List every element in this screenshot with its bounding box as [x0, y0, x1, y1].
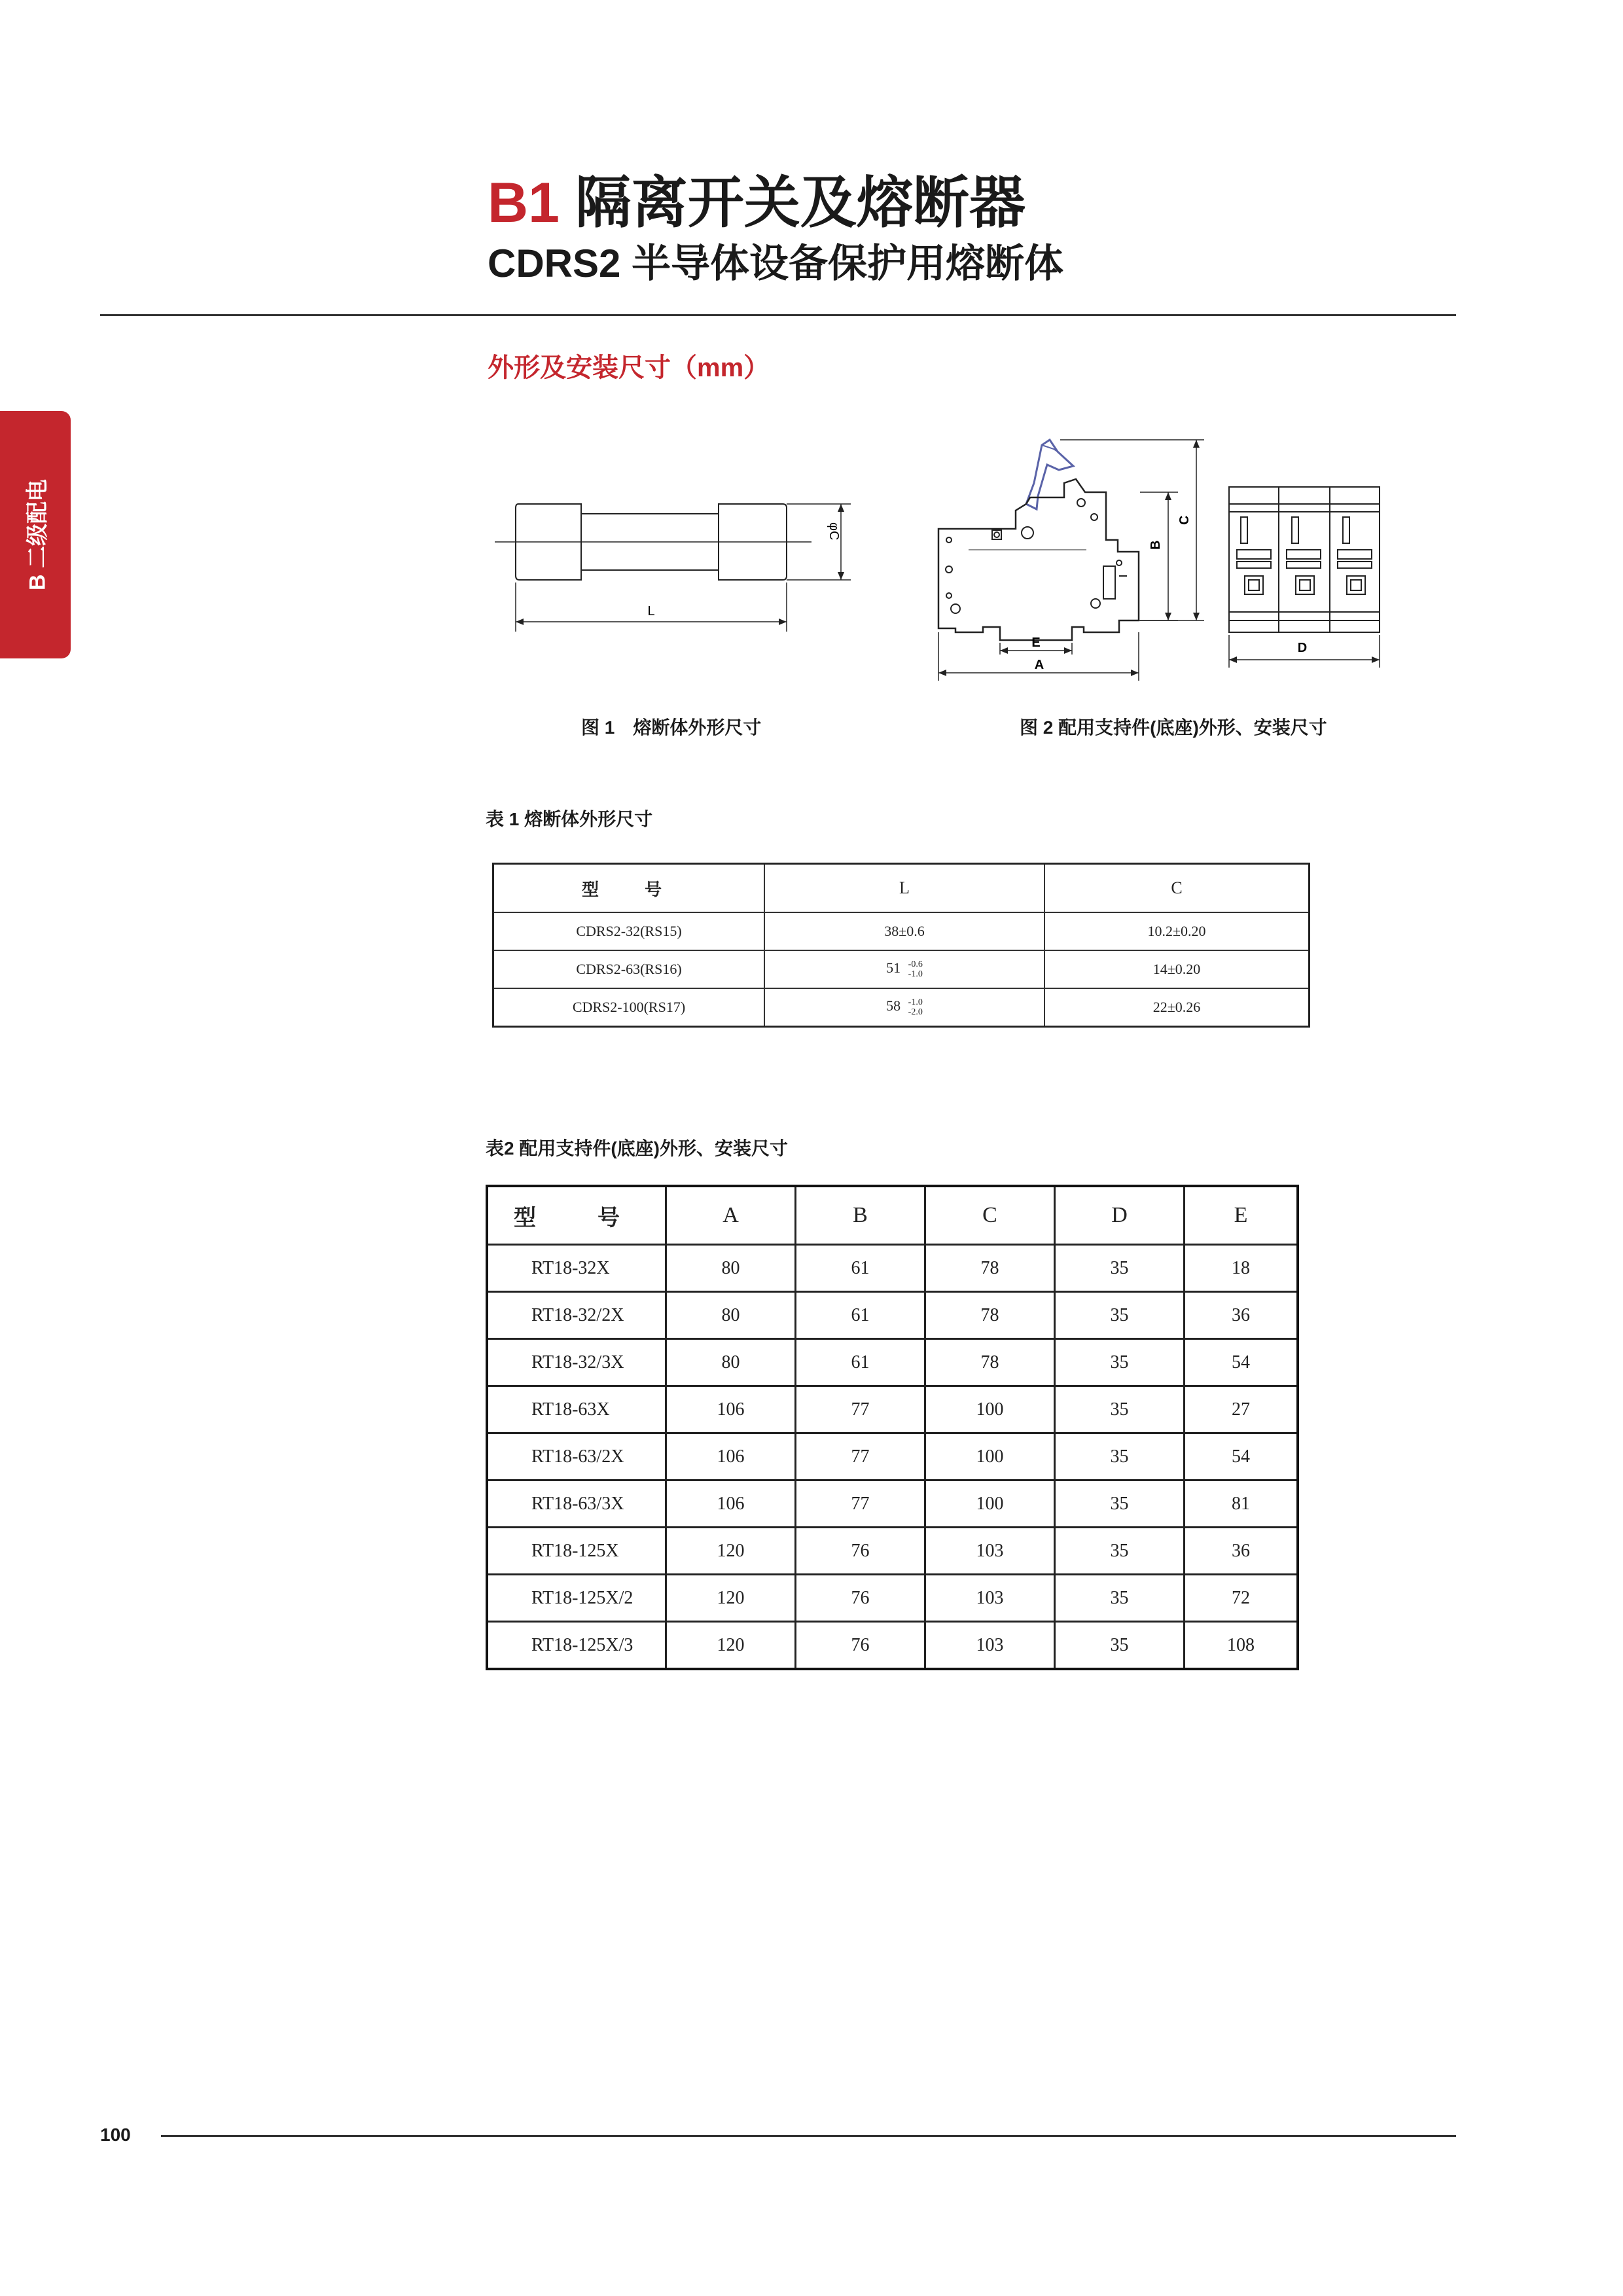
table-2-cell-model: RT18-63/3X [487, 1480, 666, 1528]
figure-1-caption: 图 1 熔断体外形尺寸 [581, 717, 762, 738]
table-2-cell-a: 80 [666, 1292, 796, 1339]
table-2-header-e: E [1185, 1186, 1298, 1245]
table-2-cell-a: 120 [666, 1622, 796, 1670]
table-2-cell-model: RT18-32/3X [487, 1339, 666, 1386]
table-1-cell-l [764, 988, 1044, 1027]
table-row [493, 988, 1310, 1027]
table-row [487, 1292, 1298, 1339]
table-2-cell-a: 120 [666, 1528, 796, 1575]
table-1-header-row [493, 864, 1310, 913]
table-1-cell-l [764, 912, 1044, 950]
fig2-dim-d-label: D [1297, 641, 1308, 655]
table-2-cell-a: 106 [666, 1480, 796, 1528]
table-2-cell-b: 77 [796, 1386, 925, 1433]
table-row [487, 1575, 1298, 1622]
table-2-cell-d: 35 [1055, 1339, 1185, 1386]
table-2-cell-d: 35 [1055, 1480, 1185, 1528]
fig1-dim-diameter-label: φC [827, 522, 841, 541]
table-2-header-a: A [666, 1186, 796, 1245]
section-heading: 外形及安装尺寸（mm） [488, 353, 770, 382]
table-2-cell-a: 80 [666, 1245, 796, 1292]
table-2-cell-model: RT18-63/2X [487, 1433, 666, 1480]
tolerance-upper: -0.6 [908, 960, 923, 969]
table-2-cell-d: 35 [1055, 1245, 1185, 1292]
table-2-cell-b: 61 [796, 1339, 925, 1386]
table-2-cell-e: 27 [1185, 1386, 1298, 1433]
table-2-cell-d: 35 [1055, 1433, 1185, 1480]
table-1-cell-model: CDRS2-100(RS17) [493, 988, 765, 1027]
fig2-dim-c-label: C [1177, 515, 1192, 525]
table-2-cell-c: 78 [925, 1245, 1055, 1292]
table-1-cell-c: 22±0.26 [1044, 988, 1310, 1027]
table-2-header-b: B [796, 1186, 925, 1245]
page-title [488, 157, 1026, 238]
table-row [493, 950, 1310, 988]
table-2-cell-d: 35 [1055, 1292, 1185, 1339]
table-1-l-main: 38±0.6 [884, 923, 925, 939]
table-2-header-model: 型 号 [487, 1186, 666, 1245]
table-2-cell-e: 108 [1185, 1622, 1298, 1670]
table-2-cell-e: 54 [1185, 1339, 1298, 1386]
table-1-caption: 表 1 熔断体外形尺寸 [486, 809, 653, 829]
table-1-cell-c: 10.2±0.20 [1044, 912, 1310, 950]
table-2-cell-e: 36 [1185, 1292, 1298, 1339]
table-2-cell-model: RT18-125X/3 [487, 1622, 666, 1670]
table-2-caption: 表2 配用支持件(底座)外形、安装尺寸 [486, 1138, 789, 1158]
table-2-cell-c: 100 [925, 1433, 1055, 1480]
table-2-cell-b: 61 [796, 1245, 925, 1292]
figure-2-holder-side-view [929, 432, 1224, 687]
table-2-cell-c: 78 [925, 1292, 1055, 1339]
table-2-cell-model: RT18-32X [487, 1245, 666, 1292]
section-title: 隔离开关及熔断器 [575, 171, 1026, 234]
fig2-dim-e-label: E [1031, 636, 1041, 650]
table-2-cell-model: RT18-125X [487, 1528, 666, 1575]
table-2-cell-c: 100 [925, 1480, 1055, 1528]
table-2-cell-c: 103 [925, 1528, 1055, 1575]
table-1-header-l: L [764, 864, 1044, 913]
table-1-cell-c: 14±0.20 [1044, 950, 1310, 988]
table-2-cell-a: 80 [666, 1339, 796, 1386]
table-row [493, 912, 1310, 950]
table-row [487, 1386, 1298, 1433]
page-subtitle: CDRS2 半导体设备保护用熔断体 [488, 242, 1064, 285]
table-row [487, 1339, 1298, 1386]
table-row [487, 1245, 1298, 1292]
side-section-tab [0, 411, 71, 658]
tolerance-lower: -1.0 [908, 969, 923, 979]
tolerance-upper: -1.0 [908, 997, 923, 1007]
table-2-header-c: C [925, 1186, 1055, 1245]
table-1-header-model: 型 号 [493, 864, 765, 913]
table-2-header-d: D [1055, 1186, 1185, 1245]
table-2-holder-dimensions [486, 1185, 1299, 1670]
fig2-dim-a-label: A [1034, 658, 1044, 672]
table-row [487, 1622, 1298, 1670]
table-1-cell-model: CDRS2-32(RS15) [493, 912, 765, 950]
table-2-cell-e: 36 [1185, 1528, 1298, 1575]
table-1-fuse-dimensions [492, 863, 1310, 1028]
table-2-cell-c: 78 [925, 1339, 1055, 1386]
table-2-cell-b: 76 [796, 1622, 925, 1670]
tolerance-lower: -2.0 [908, 1007, 923, 1017]
table-row [487, 1528, 1298, 1575]
table-1-cell-model: CDRS2-63(RS16) [493, 950, 765, 988]
fig1-dim-length-label: L [647, 604, 655, 619]
figure-2-holder-front-view [1224, 478, 1387, 674]
section-code: B1 [488, 171, 560, 234]
table-2-cell-b: 76 [796, 1528, 925, 1575]
table-2-cell-e: 54 [1185, 1433, 1298, 1480]
table-2-body [487, 1245, 1298, 1670]
table-2-cell-model: RT18-125X/2 [487, 1575, 666, 1622]
table-2-cell-model: RT18-63X [487, 1386, 666, 1433]
table-1-cell-l [764, 950, 1044, 988]
table-2-cell-c: 100 [925, 1386, 1055, 1433]
table-2-cell-d: 35 [1055, 1575, 1185, 1622]
table-2-cell-d: 35 [1055, 1528, 1185, 1575]
page-number: 100 [100, 2125, 131, 2145]
table-2-cell-e: 81 [1185, 1480, 1298, 1528]
table-1-l-tolerance [908, 997, 923, 1017]
table-1-l-main: 58 [886, 997, 901, 1014]
table-row [487, 1433, 1298, 1480]
table-2-cell-b: 61 [796, 1292, 925, 1339]
table-1-header-c: C [1044, 864, 1310, 913]
table-2-cell-c: 103 [925, 1575, 1055, 1622]
table-2-cell-a: 106 [666, 1433, 796, 1480]
table-2-header-row [487, 1186, 1298, 1245]
table-2-cell-a: 106 [666, 1386, 796, 1433]
table-2-cell-model: RT18-32/2X [487, 1292, 666, 1339]
figure-2-caption: 图 2 配用支持件(底座)外形、安装尺寸 [1020, 717, 1327, 738]
table-row [487, 1480, 1298, 1528]
footer-divider [161, 2135, 1456, 2137]
header-divider [100, 314, 1456, 316]
table-2-cell-d: 35 [1055, 1622, 1185, 1670]
table-2-cell-b: 76 [796, 1575, 925, 1622]
table-1-l-main: 51 [886, 960, 901, 977]
side-tab-label: B 二级配电 [25, 479, 50, 590]
fig2-dim-b-label: B [1149, 540, 1163, 550]
table-2-cell-b: 77 [796, 1480, 925, 1528]
table-2-cell-e: 18 [1185, 1245, 1298, 1292]
table-2-cell-d: 35 [1055, 1386, 1185, 1433]
table-2-cell-c: 103 [925, 1622, 1055, 1670]
figure-1-fuse-drawing [484, 484, 864, 655]
table-1-l-tolerance [908, 960, 923, 979]
table-2-cell-b: 77 [796, 1433, 925, 1480]
table-2-cell-e: 72 [1185, 1575, 1298, 1622]
table-2-cell-a: 120 [666, 1575, 796, 1622]
